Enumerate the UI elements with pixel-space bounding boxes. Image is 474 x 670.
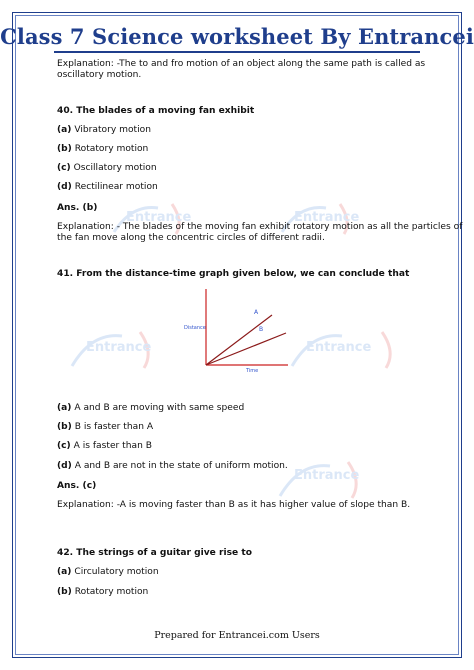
q40-option-a: (a) Vibratory motion — [57, 125, 151, 135]
q42-option-b: (b) Rotatory motion — [57, 587, 149, 597]
watermark-logo: Entrance — [278, 460, 368, 504]
watermark-logo: Entrance — [70, 330, 160, 374]
q41-option-a: (a) A and B are moving with same speed — [57, 403, 245, 413]
title-underline — [54, 51, 420, 53]
graph-line-a — [206, 315, 272, 365]
page-title: Class 7 Science worksheet By Entrancei — [0, 24, 474, 49]
graph-x-label: Time — [246, 368, 259, 374]
question-42: 42. The strings of a guitar give rise to — [57, 548, 252, 558]
watermark-logo: Entrance — [280, 202, 360, 240]
watermark-logo: Entrance — [112, 202, 192, 240]
q40-option-c: (c) Oscillatory motion — [57, 163, 157, 173]
q41-answer: Ans. (c) — [57, 481, 97, 491]
distance-time-graph — [180, 285, 292, 377]
intro-explanation-line2: oscillatory motion. — [57, 70, 142, 80]
graph-line-b — [206, 333, 286, 365]
q41-explanation: Explanation: -A is moving faster than B as it has higher value of slope than B. — [57, 500, 411, 510]
q40-explanation-line2: the fan move along the concentric circles of different radii. — [57, 233, 325, 243]
q40-option-b: (b) Rotatory motion — [57, 144, 149, 154]
q41-option-c: (c) A is faster than B — [57, 441, 152, 451]
q40-option-d: (d) Rectilinear motion — [57, 182, 158, 192]
question-41: 41. From the distance-time graph given below, we can conclude that — [57, 269, 410, 279]
watermark-logo: Entrance — [290, 330, 400, 374]
q40-answer: Ans. (b) — [57, 203, 98, 213]
q42-option-a: (a) Circulatory motion — [57, 567, 159, 577]
q41-option-b: (b) B is faster than A — [57, 422, 154, 432]
graph-y-label: Distance — [184, 325, 206, 331]
graph-line-a-label: A — [254, 309, 259, 316]
intro-explanation-line1: Explanation: -The to and fro motion of an object along the same path is called as — [57, 59, 426, 69]
page-footer: Prepared for Entrancei.com Users — [154, 630, 320, 641]
question-40: 40. The blades of a moving fan exhibit — [57, 106, 255, 116]
q40-explanation-line1: Explanation: - The blades of the moving fan exhibit rotatory motion as all the particles of — [57, 222, 463, 232]
graph-line-b-label: B — [259, 326, 264, 333]
q41-option-d: (d) A and B are not in the state of uniform motion. — [57, 461, 288, 471]
